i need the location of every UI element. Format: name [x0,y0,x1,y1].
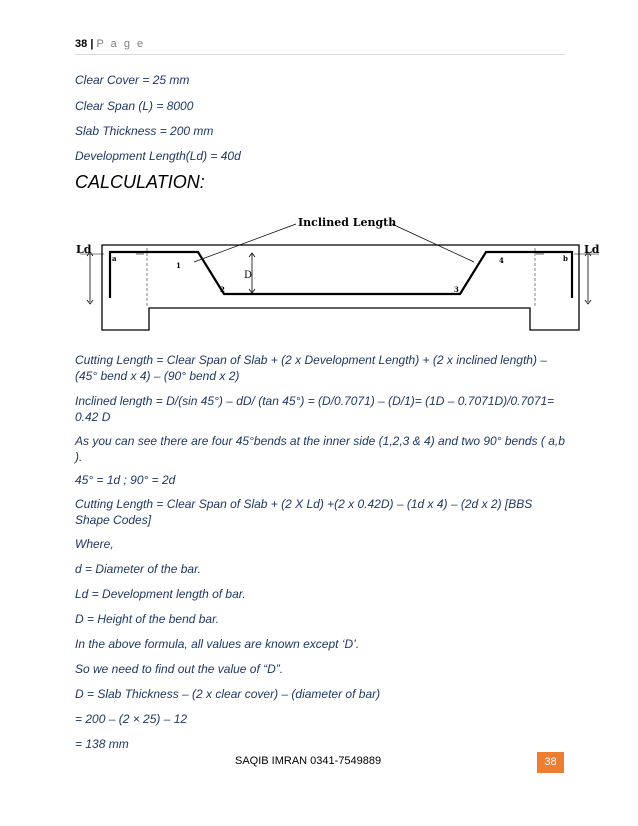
header-rule [75,54,565,55]
bends-description: As you can see there are four 45°bends at the inner side (1,2,3 & 4) and two 90° bends ( a,b ). [75,434,565,464]
def-big-d: D = Height of the bend bar. [75,612,219,626]
header-separator: | [90,38,94,50]
known-values-note: In the above formula, all values are known except ‘D’. [75,637,360,651]
right-leader-line [392,224,474,262]
def-d: d = Diameter of the bar. [75,562,201,576]
d-result: = 138 mm [75,737,129,751]
clear-cover-line: Clear Cover = 25 mm [75,73,190,87]
page-header [75,38,145,50]
development-length-line: Development Length(Ld) = 40d [75,149,241,163]
find-d-note: So we need to find out the value of “D”. [75,662,284,676]
d-substitution: = 200 – (2 × 25) – 12 [75,712,188,726]
cutting-length-formula: Cutting Length = Clear Span of Slab + (2 x Development Length) + (2 x inclined length) – (45° bend x 4) – (90° bend x 2) [75,353,547,383]
slab-thickness-line: Slab Thickness = 200 mm [75,124,214,138]
clear-span-line: Clear Span (L) = 8000 [75,99,194,113]
bend-b-label: b [563,254,568,263]
left-leader-line [194,224,296,262]
bend-4-label: 4 [499,256,504,265]
bend-values: 45° = 1d ; 90° = 2d [75,473,176,487]
ld-right-label: Ld [584,243,600,256]
bend-2-label: 2 [220,285,225,294]
slab-outline [102,245,579,330]
where-label: Where, [75,537,114,551]
d-label: D [244,270,253,281]
bent-bar-diagram [74,210,604,335]
def-ld: Ld = Development length of bar. [75,587,246,601]
bend-3-label: 3 [454,285,459,294]
bend-a-label: a [112,254,117,263]
footer-page-box: 38 [537,752,564,773]
bend-1-label: 1 [176,261,181,270]
inclined-length-formula: Inclined length = D/(sin 45°) – dD/ (tan 45°) = (D/0.7071) – (D/1)= (1D – 0.7071D)/0.7071= 0.42 D [75,394,555,424]
page-footer [0,752,638,772]
inclined-length-label: Inclined Length [298,216,397,229]
header-page-label: P a g e [96,38,146,50]
footer-text: SAQIB IMRAN 0341-7549889 [235,755,382,767]
header-page-number: 38 [75,38,88,50]
ld-left-label: Ld [76,243,92,256]
d-formula: D = Slab Thickness – (2 x clear cover) – (diameter of bar) [75,687,381,701]
calculation-heading: CALCULATION: [75,172,205,192]
cutting-length-final-formula: Cutting Length = Clear Span of Slab + (2 X Ld) +(2 x 0.42D) – (1d x 4) – (2d x 2) [BBS Shape Codes] [75,497,533,527]
